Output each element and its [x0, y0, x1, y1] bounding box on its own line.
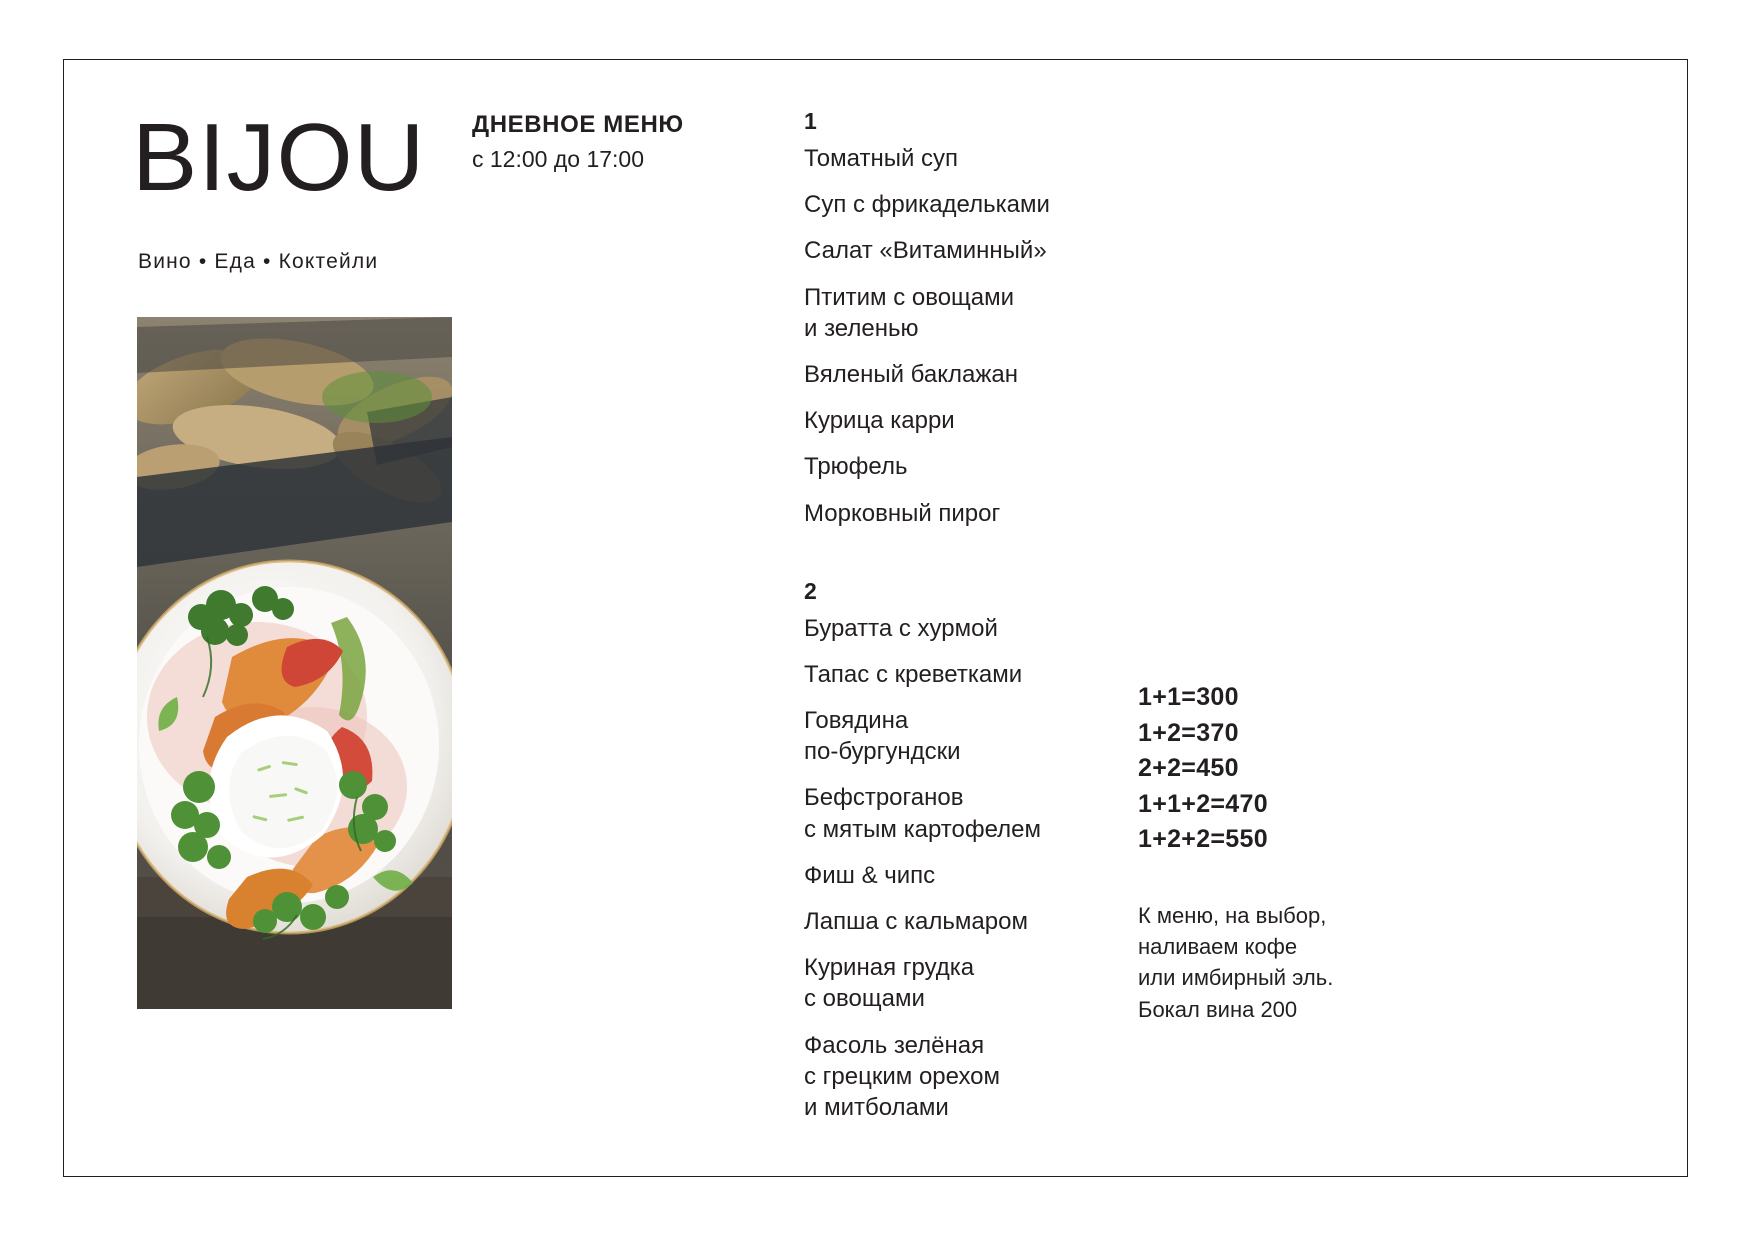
course-number: 2 — [804, 577, 817, 604]
dish-photo — [137, 317, 452, 1009]
menu-item: Говядина по-бургундски — [804, 707, 961, 766]
logo-wordmark: BIJOU — [132, 104, 426, 211]
courses-column — [804, 108, 1144, 1138]
menu-item: Фасоль зелёная с грецким орехом и митболами — [804, 1031, 1001, 1121]
note-line: Бокал вина 200 — [1138, 996, 1298, 1022]
price-line: 1+1=300 — [1138, 683, 1239, 711]
note-line: К меню, на выбор, — [1138, 903, 1327, 928]
menu-item: Курица карри — [804, 407, 955, 435]
note-line: или имбирный эль. — [1138, 965, 1334, 991]
price-line: 1+1+2=470 — [1138, 789, 1268, 818]
price-line: 1+2=370 — [1138, 718, 1239, 747]
course-group-2 — [804, 578, 1144, 1123]
menu-item: Тапас с креветками — [804, 660, 1023, 688]
menu-item: Трюфель — [804, 453, 908, 481]
course-number: 1 — [804, 108, 817, 134]
menu-item: Буратта с хурмой — [804, 614, 998, 642]
menu-page — [63, 59, 1688, 1177]
daymenu-hours: с 12:00 до 17:00 — [472, 146, 644, 172]
dish-photo-image — [137, 317, 452, 1009]
daymenu-header — [472, 110, 752, 173]
menu-item: Вяленый баклажан — [804, 360, 1018, 388]
course-group-1 — [804, 108, 1144, 529]
menu-item: Салат «Витаминный» — [804, 237, 1047, 265]
menu-item: Морковный пирог — [804, 499, 1001, 527]
course-spacer — [804, 544, 1144, 578]
brand-block — [132, 104, 462, 274]
menu-note — [1138, 900, 1438, 1025]
menu-item: Фиш & чипс — [804, 861, 936, 889]
menu-item: Куриная грудка с овощами — [804, 954, 975, 1013]
menu-item: Суп с фрикадельками — [804, 191, 1050, 219]
price-line: 1+2+2=550 — [1138, 825, 1268, 853]
price-line: 2+2=450 — [1138, 754, 1239, 782]
daymenu-title: ДНЕВНОЕ МЕНЮ — [472, 111, 684, 138]
menu-item: Лапша с кальмаром — [804, 908, 1028, 935]
menu-item: Бефстроганов с мятым картофелем — [804, 784, 1041, 843]
menu-item: Томатный суп — [804, 145, 959, 172]
price-list — [1138, 680, 1418, 858]
logo-tagline: Вино • Еда • Коктейли — [138, 250, 379, 273]
note-line: наливаем кофе — [1138, 934, 1298, 960]
menu-item: Птитим с овощами и зеленью — [804, 283, 1015, 342]
